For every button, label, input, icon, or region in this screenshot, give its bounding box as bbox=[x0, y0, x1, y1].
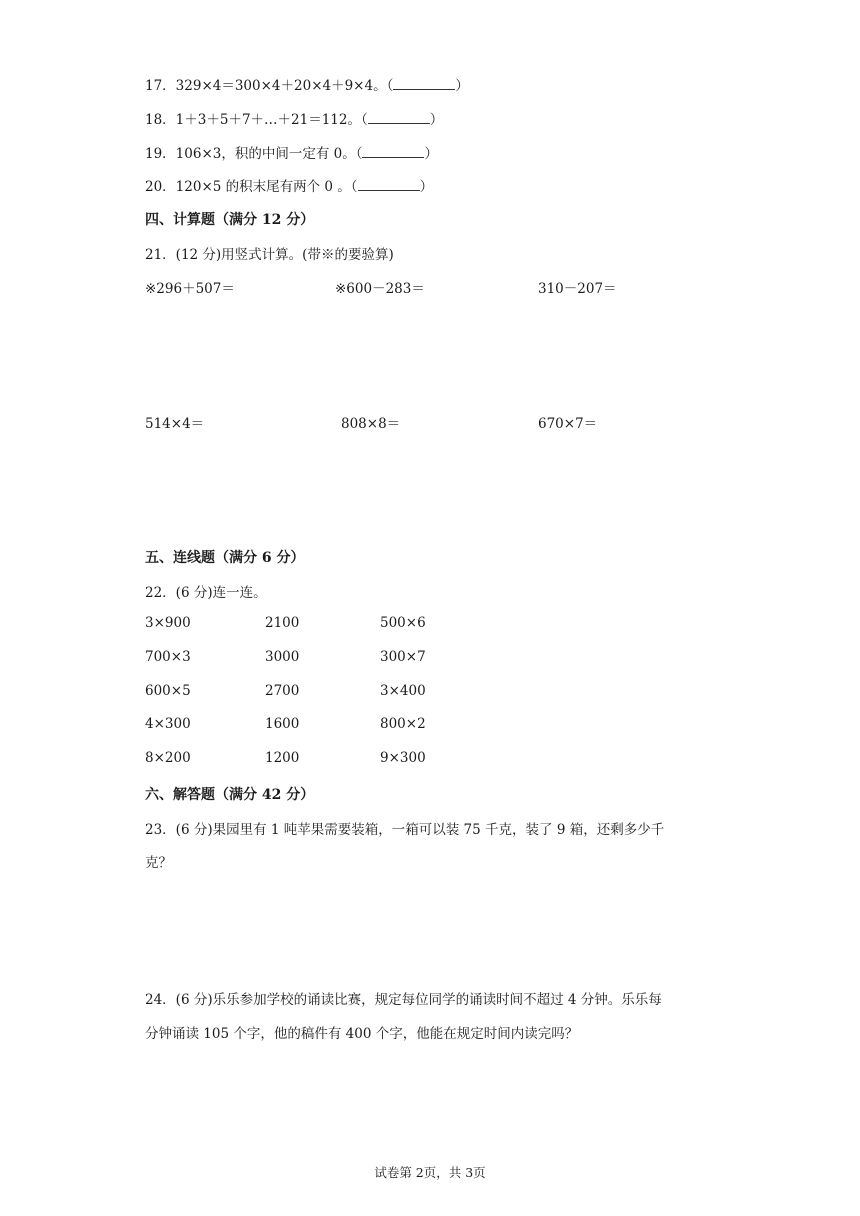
match-middle-item[interactable]: 3000 bbox=[265, 649, 300, 665]
question-20-text: 20．120×5 的积末尾有两个 0 。（ bbox=[145, 179, 358, 195]
question-19-close: ） bbox=[424, 146, 438, 162]
match-middle-item[interactable]: 2100 bbox=[265, 615, 300, 631]
answer-blank-18[interactable] bbox=[368, 113, 430, 124]
calc-item: ※600－283＝ bbox=[335, 281, 425, 297]
match-middle-item[interactable]: 1600 bbox=[265, 716, 300, 732]
question-22: 22．(6 分)连一连。 bbox=[145, 585, 267, 601]
answer-blank-17[interactable] bbox=[393, 79, 455, 90]
question-24-line-2: 分钟诵读 105 个字，他的稿件有 400 个字，他能在规定时间内读完吗？ bbox=[145, 1026, 579, 1042]
question-24-line-1: 24．(6 分)乐乐参加学校的诵读比赛，规定每位同学的诵读时间不超过 4 分钟。乐乐每 bbox=[145, 992, 662, 1008]
match-middle-item[interactable]: 1200 bbox=[265, 750, 300, 766]
calc-item: 670×7＝ bbox=[538, 416, 598, 432]
section-5-heading: 五、连线题（满分 6 分） bbox=[145, 550, 305, 566]
section-6-heading: 六、解答题（满分 42 分） bbox=[145, 787, 315, 803]
question-18 bbox=[145, 108, 443, 128]
match-left-item[interactable]: 600×5 bbox=[145, 683, 191, 699]
match-left-item[interactable]: 3×900 bbox=[145, 615, 191, 631]
question-18-close: ） bbox=[429, 112, 444, 128]
question-21: 21．(12 分)用竖式计算。(带※的要验算) bbox=[145, 247, 394, 263]
question-17-close: ） bbox=[455, 78, 469, 94]
calc-item: 310－207＝ bbox=[538, 281, 617, 297]
match-right-item[interactable]: 3×400 bbox=[380, 683, 426, 699]
question-18-text: 18．1＋3＋5＋7＋…＋21＝112。（ bbox=[145, 112, 368, 128]
question-17 bbox=[145, 74, 469, 94]
match-left-item[interactable]: 8×200 bbox=[145, 750, 191, 766]
match-right-item[interactable]: 300×7 bbox=[380, 649, 426, 665]
question-23-line-1: 23．(6 分)果园里有 1 吨苹果需要装箱，一箱可以装 75 千克，装了 9 箱，还剩多少千 bbox=[145, 822, 665, 838]
question-20 bbox=[145, 175, 433, 195]
match-right-item[interactable]: 800×2 bbox=[380, 716, 426, 732]
page-footer: 试卷第 2页，共 3页 bbox=[374, 1165, 486, 1180]
question-19 bbox=[145, 142, 438, 162]
match-right-item[interactable]: 9×300 bbox=[380, 750, 426, 766]
question-23-line-2: 克？ bbox=[145, 855, 172, 871]
question-20-close: ） bbox=[419, 179, 434, 195]
section-4-heading: 四、计算题（满分 12 分） bbox=[145, 212, 315, 228]
question-19-text: 19．106×3，积的中间一定有 0。（ bbox=[145, 146, 363, 162]
question-17-text: 17．329×4＝300×4＋20×4＋9×4。（ bbox=[145, 78, 394, 94]
calc-item: 808×8＝ bbox=[341, 416, 401, 432]
match-left-item[interactable]: 700×3 bbox=[145, 649, 191, 665]
calc-item: 514×4＝ bbox=[145, 416, 205, 432]
answer-blank-19[interactable] bbox=[362, 147, 424, 158]
match-right-item[interactable]: 500×6 bbox=[380, 615, 426, 631]
answer-blank-20[interactable] bbox=[358, 180, 420, 191]
calc-item: ※296＋507＝ bbox=[145, 281, 235, 297]
match-middle-item[interactable]: 2700 bbox=[265, 683, 300, 699]
match-left-item[interactable]: 4×300 bbox=[145, 716, 191, 732]
